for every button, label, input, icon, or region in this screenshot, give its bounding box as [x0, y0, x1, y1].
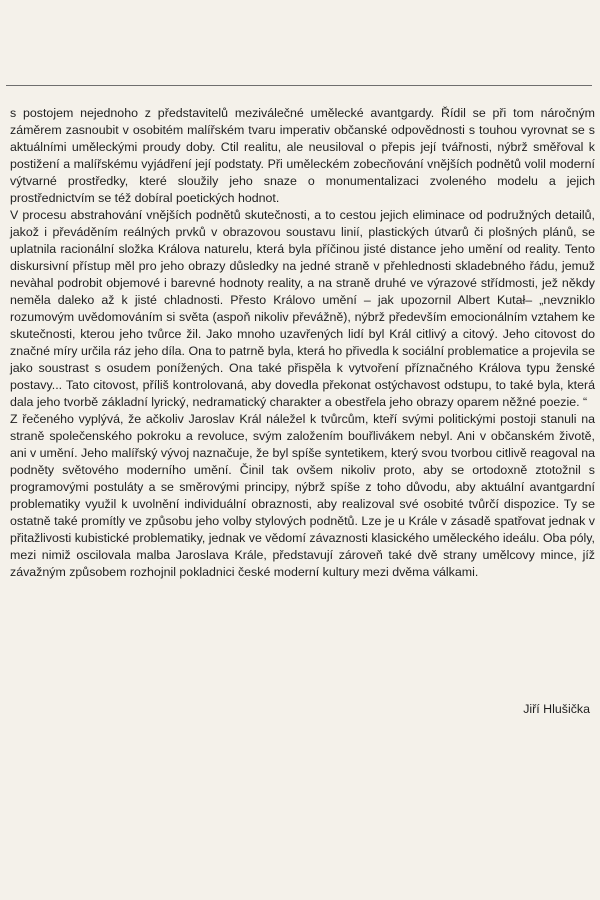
top-rule	[6, 85, 592, 86]
paragraph: Z řečeného vyplývá, že ačkoliv Jaroslav Král náležel k tvůrcům, kteří svými politickými postoji stanuli na straně společenského pokroku a revoluce, svým založením bouřlivákem nebyl. Ani v občanském životě, ani v umění. Jeho malířský vývoj naznačuje, že byl spíše syntetikem, který svou tvorbou citlivě reagoval na podněty světového moderního umění. Činil tak ovšem nikoliv proto, aby se ortodoxně ztotožnil s programovými postuláty a se směrovými principy, nýbrž spíše z toho důvodu, aby aktuální avantgardní problematiky využil k uvolnění individuální obraznosti, aby realizoval své osobité tvůrčí dispozice. Ty se ostatně také promítly ve způsobu jeho volby stylových podnětů. Lze je u Krále v zásadě spatřovat jednak v přitažlivosti kubistické problematiky, jednak ve vědomí závaznosti klasického uměleckého ideálu. Oba póly, mezi nimiž oscilovala malba Jaroslava Krále, představují zároveň také dvě strany umělcovy mince, jíž závažným způsobem rozhojnil pokladnici české moderní kultury mezi dvěma válkami.	[10, 412, 595, 579]
author-signature: Jiří Hlušička	[523, 702, 590, 716]
body-text	[10, 105, 595, 581]
paragraph: s postojem nejednoho z představitelů meziválečné umělecké avantgardy. Řídil se při tom náročným záměrem zasnoubit v osobitém malířském tvaru imperativ občanské odpovědnosti s touhou vyrovnat se s aktuálními uměleckými proudy doby. Ctil realitu, ale neusiloval o přepis její tvářnosti, nýbrž směřoval k postižení a malířskému vyjádření její podstaty. Při uměleckém zobecňování vnějších podnětů volil moderní výtvarné prostředky, které sloužily jeho snaze o monumentalizaci zvoleného modelu a jejich prostřednictvím se též dobíral poetických hodnot.	[10, 106, 595, 205]
paragraph: V procesu abstrahování vnějších podnětů skutečnosti, a to cestou jejich eliminace od podružných detailů, jakož i převáděním reálných prvků v obrazovou soustavu linií, plastických útvarů či plošných plánů, se uplatnila racionální složka Králova naturelu, která byla příčinou jisté distance jeho umění od reality. Tento diskursivní přístup měl pro jeho obrazy důsledky na jedné straně v přehlednosti skladebného řádu, jemuž nevàhal podrobit objemové i barevné hodnoty reality, a na straně druhé ve výrazové střídmosti, jež někdy neměla daleko až k jisté chladnosti. Přesto Královo umění – jak upozornil Albert Kutał– „nevzniklo rozumovým uvědomováním si světa (aspoň nikoliv převážně), nýbrž především emocionálním vztahem ke skutečnosti, kterou jeho tvůrce žil. Jako mnoho uzavřených lidí byl Král citlivý a citový. Jeho citovost do značné míry určila ráz jeho díla. Ona to patrně byla, která ho přivedla k sociální problematice a projevila se jako soustrast s osudem ponížených. Ona také přispěla k vytvoření příznačného Králova typu ženské postavy... Tato citovost, příliš kontrolovaná, aby dovedla překonat ostýchavost odstupu, to také byla, která dala jeho tvorbě základní lyrický, nedramatický charakter a obestřela jeho obrazy oparem něžné poezie. “	[10, 208, 595, 409]
